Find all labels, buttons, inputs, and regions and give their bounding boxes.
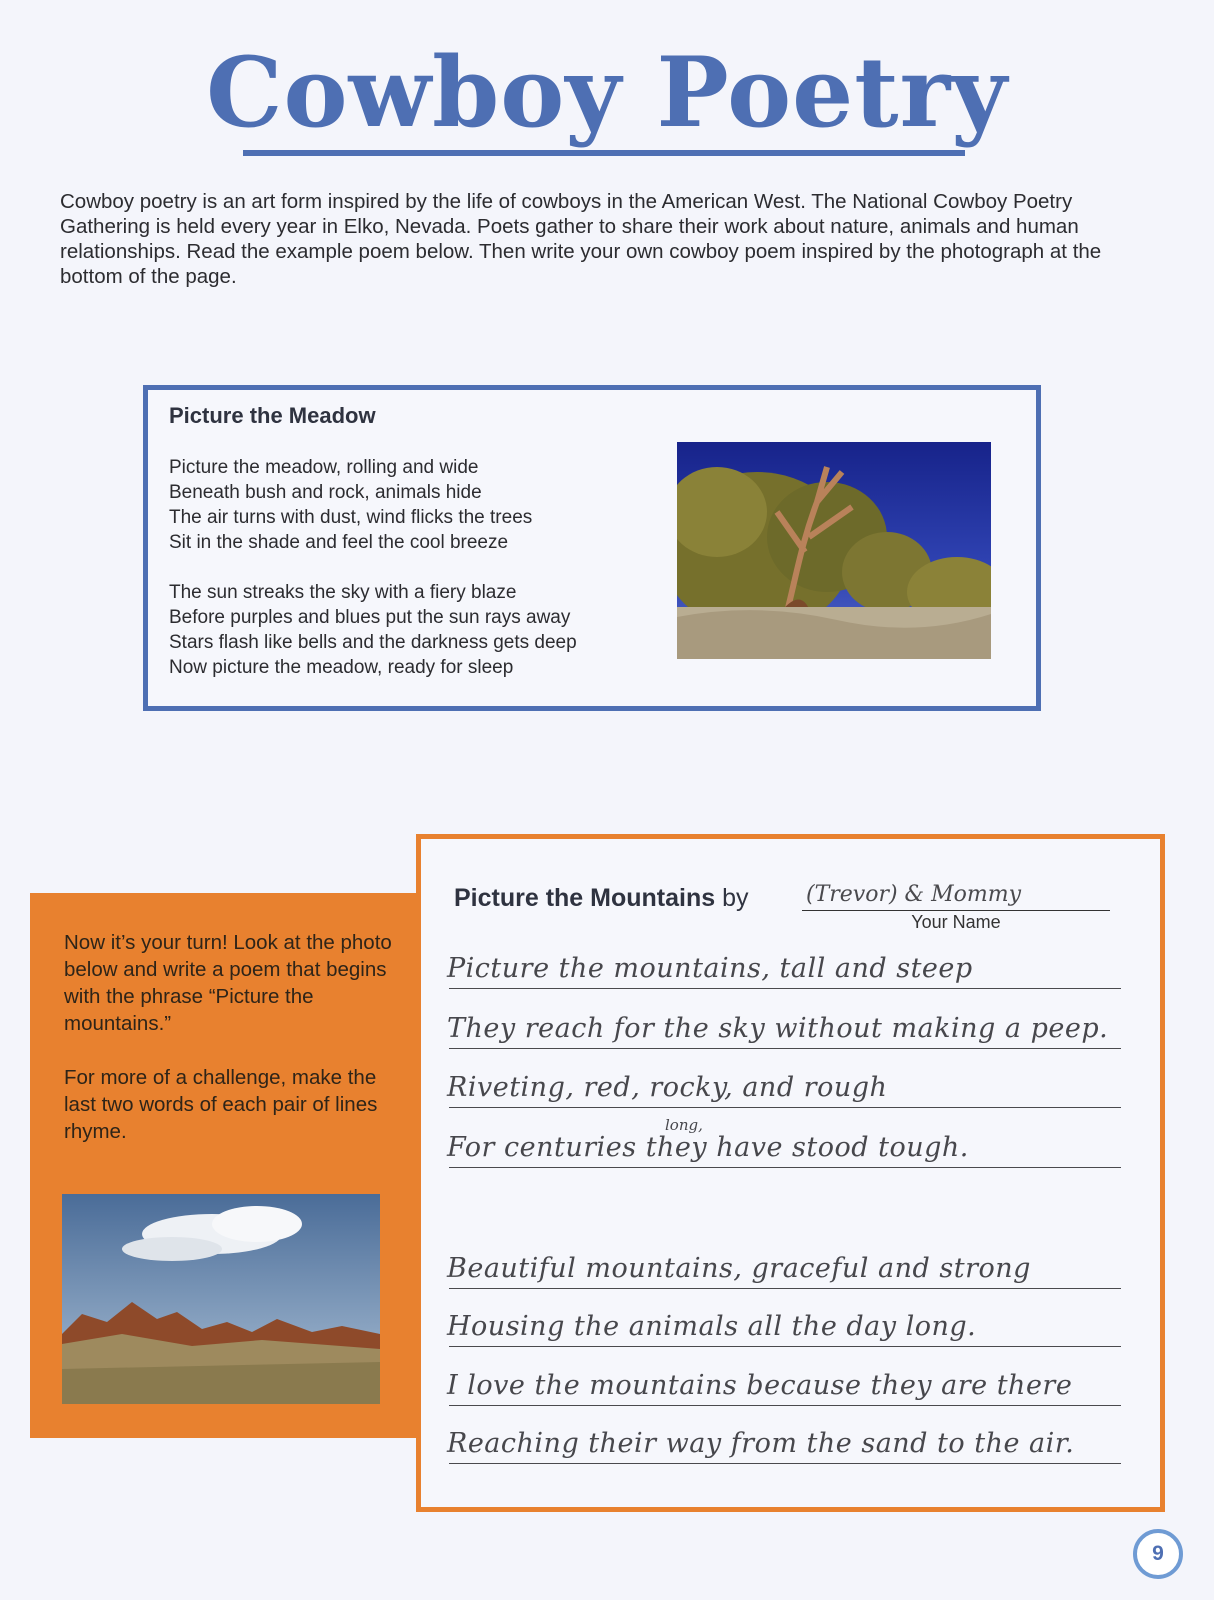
handwritten-line[interactable]: Beautiful mountains, graceful and strong	[447, 1253, 1031, 1284]
handwritten-line[interactable]: Riveting, red, rocky, and rough	[447, 1072, 888, 1103]
poem-line: Stars flash like bells and the darkness gets deep	[169, 632, 577, 653]
name-caption: Your Name	[911, 912, 1001, 932]
handwritten-line[interactable]: Reaching their way from the sand to the air.	[447, 1428, 1075, 1459]
handwritten-insert: long,	[665, 1116, 703, 1134]
poem-line: The air turns with dust, wind flicks the trees	[169, 507, 533, 528]
activity-heading-by: by	[722, 884, 749, 912]
intro-paragraph: Cowboy poetry is an art form inspired by the life of cowboys in the American West. The National Cowboy Poetry Gathering is held every year in Elko, Nevada. Poets gather to share their work about nature, animals and human relationships. Read the example poem below. Then write your own cowboy poem inspired by the photograph at the bottom of the page.	[60, 190, 1102, 288]
write-line	[449, 1463, 1121, 1464]
handwritten-line[interactable]: They reach for the sky without making a peep.	[447, 1013, 1109, 1044]
poem-line: The sun streaks the sky with a fiery blaze	[169, 582, 517, 603]
poem-line: Sit in the shade and feel the cool breeze	[169, 532, 509, 553]
example-poem-title: Picture the Meadow	[169, 403, 376, 428]
tree-photo	[677, 442, 991, 659]
handwritten-line[interactable]: I love the mountains because they are there	[447, 1370, 1073, 1401]
title-underline	[243, 150, 965, 156]
poem-line: Before purples and blues put the sun rays away	[169, 607, 571, 628]
handwritten-line[interactable]: For centuries they have stood tough.	[447, 1132, 969, 1163]
write-line	[449, 1048, 1121, 1049]
mountain-photo	[62, 1194, 380, 1404]
instruction-text: Now it’s your turn! Look at the photo below and write a poem that begins with the phrase “Picture the mountains.”	[64, 931, 392, 1035]
handwritten-name[interactable]: (Trevor) & Mommy	[806, 882, 1022, 907]
handwritten-line[interactable]: Housing the animals all the day long.	[447, 1311, 977, 1342]
write-line	[449, 1346, 1121, 1347]
page-title: Cowboy Poetry	[206, 36, 1008, 149]
poem-stanza-1	[169, 455, 532, 555]
poem-stanza-2	[169, 580, 577, 680]
write-line	[449, 988, 1121, 989]
write-line	[449, 1167, 1121, 1168]
activity-heading-title: Picture the Mountains	[454, 884, 716, 912]
write-line	[449, 1107, 1121, 1108]
poem-line: Now picture the meadow, ready for sleep	[169, 657, 514, 678]
challenge-text: For more of a challenge, make the last two words of each pair of lines rhyme.	[64, 1066, 378, 1143]
handwritten-line[interactable]: Picture the mountains, tall and steep	[447, 953, 973, 984]
poem-writing-box	[416, 834, 1165, 1512]
activity-heading	[454, 884, 749, 913]
name-line	[802, 910, 1110, 911]
poem-line: Beneath bush and rock, animals hide	[169, 482, 482, 503]
write-line	[449, 1405, 1121, 1406]
poem-line: Picture the meadow, rolling and wide	[169, 457, 479, 478]
write-line	[449, 1288, 1121, 1289]
page-number-badge: 9	[1133, 1529, 1183, 1579]
